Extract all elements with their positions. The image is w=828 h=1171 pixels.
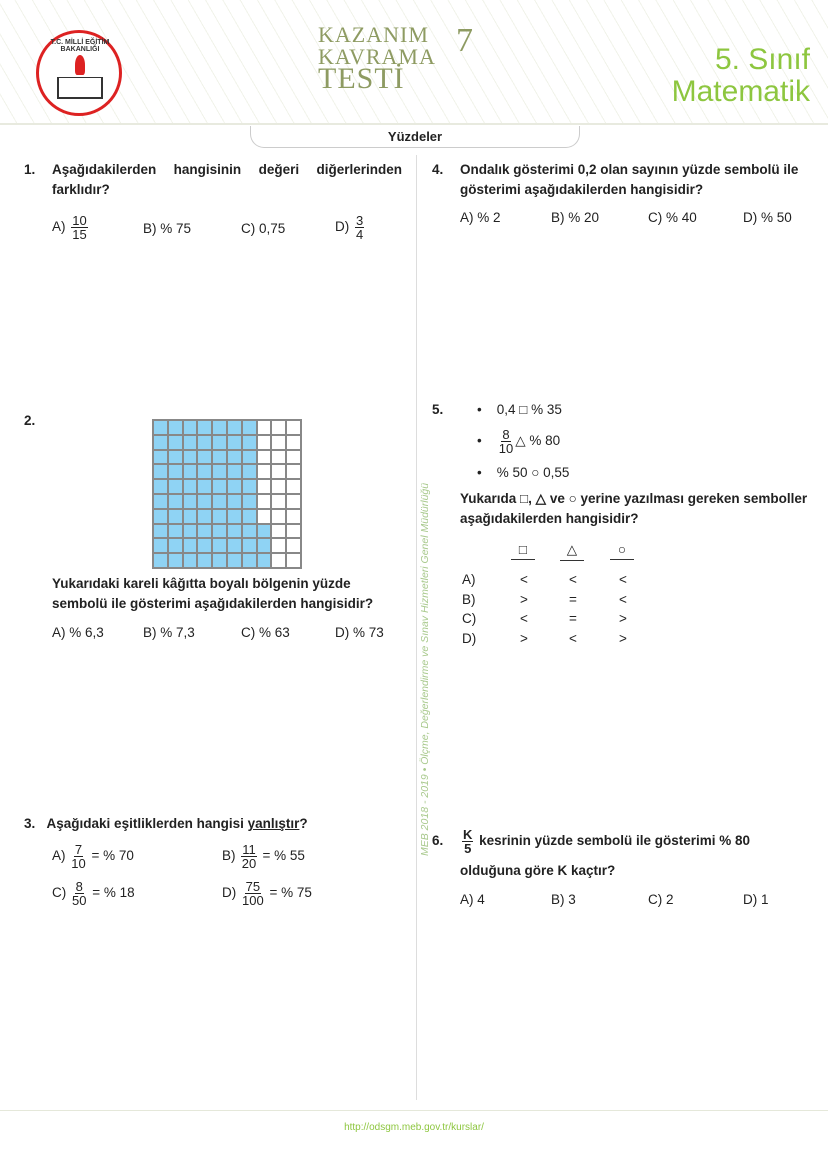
statement-1: • 0,4 □ % 35 — [477, 402, 562, 417]
grid-cell-shaded — [242, 553, 257, 568]
grid-cell-shaded — [168, 524, 183, 539]
test-number: 7 — [456, 22, 473, 59]
grid-cell-shaded — [153, 553, 168, 568]
grid-cell-shaded — [153, 450, 168, 465]
option-symbol: < — [569, 630, 577, 646]
grid-cell-shaded — [212, 553, 227, 568]
symbol-header-triangle: △ — [560, 542, 584, 561]
option-b[interactable]: B) % 20 — [551, 210, 600, 225]
grid-cell-shaded — [197, 553, 212, 568]
grid-cell — [286, 479, 301, 494]
option-symbol: < — [619, 572, 627, 587]
meb-logo — [36, 30, 122, 116]
grid-cell-shaded — [227, 538, 242, 553]
grid-cell-shaded — [197, 538, 212, 553]
option-symbol: < — [619, 591, 627, 607]
logo-text: T.C. MİLLİ EĞİTİM BAKANLIĞI — [50, 39, 110, 53]
symbol-header-circle: ○ — [610, 542, 634, 560]
grid-cell-shaded — [212, 494, 227, 509]
option-d[interactable]: D) % 73 — [335, 625, 384, 640]
option-c[interactable]: C) 0,75 — [241, 221, 286, 236]
grid-cell-shaded — [153, 494, 168, 509]
grid-cell-shaded — [242, 464, 257, 479]
grid-cell — [271, 524, 286, 539]
option-b[interactable]: B) % 75 — [143, 221, 192, 236]
torch-icon — [75, 55, 85, 75]
option-c[interactable]: C) % 63 — [241, 625, 290, 640]
option-label[interactable]: C) — [462, 611, 477, 626]
topic-title: Yüzdeler — [250, 126, 580, 148]
option-symbol: < — [520, 572, 528, 587]
grid-cell — [271, 464, 286, 479]
side-text: MEB 2018 - 2019 • Ölçme, Değerlendirme ve Sınav Hizmetleri Genel Müdürlüğü — [419, 479, 431, 860]
statement-3: • % 50 ○ 0,55 — [477, 465, 570, 480]
grid-cell-shaded — [227, 509, 242, 524]
question-number: 3. — [24, 816, 36, 831]
grid-cell — [286, 435, 301, 450]
grid-cell — [271, 509, 286, 524]
grid-cell-shaded — [183, 509, 198, 524]
book-icon — [57, 77, 103, 99]
grid-cell — [286, 553, 301, 568]
grid-cell-shaded — [227, 420, 242, 435]
option-d[interactable]: D) 1 — [743, 892, 769, 907]
series-line-2: KAVRAMA — [318, 44, 436, 69]
grid-cell-shaded — [242, 509, 257, 524]
grid-cell-shaded — [183, 538, 198, 553]
grid-cell-shaded — [212, 509, 227, 524]
question-text: Ondalık gösterimi 0,2 olan sayının yüzde sembolü ile gösterimi aşağıdakilerden hangisidir? — [460, 162, 799, 197]
grid-cell-shaded — [242, 538, 257, 553]
grid-cell-shaded — [183, 420, 198, 435]
statement-2: • $\frac{8}{10}$ △ % 80 — [477, 427, 561, 456]
grid-cell-shaded — [168, 538, 183, 553]
grid-cell-shaded — [153, 538, 168, 553]
option-a[interactable]: A) $\frac{10}{15}$ — [52, 213, 87, 242]
grid-cell-shaded — [227, 524, 242, 539]
grid-cell-shaded — [153, 509, 168, 524]
column-divider — [416, 155, 417, 1100]
question-number: 5. — [432, 402, 444, 417]
grid-cell-shaded — [242, 479, 257, 494]
option-a[interactable]: A) % 6,3 — [52, 625, 104, 640]
grade-subject — [672, 44, 810, 108]
option-a[interactable]: A) % 2 — [460, 210, 501, 225]
question-text: Aşağıdakilerden hangisinin değeri diğerlerinden farklıdır? — [52, 162, 402, 197]
grid-cell-shaded — [153, 420, 168, 435]
question-1 — [24, 160, 402, 200]
option-symbol: < — [520, 611, 528, 626]
footer-url[interactable]: http://odsgm.meb.gov.tr/kurslar/ — [344, 1122, 484, 1133]
grid-cell-shaded — [183, 524, 198, 539]
question-number: 4. — [432, 162, 444, 177]
grid-cell-shaded — [212, 435, 227, 450]
grid-cell-shaded — [168, 435, 183, 450]
grid-cell-shaded — [227, 435, 242, 450]
grid-cell-shaded — [168, 509, 183, 524]
grid-cell-shaded — [242, 524, 257, 539]
grid-cell-shaded — [212, 420, 227, 435]
grid-cell-shaded — [197, 420, 212, 435]
grid-cell-shaded — [197, 450, 212, 465]
grid-cell-shaded — [227, 479, 242, 494]
option-d[interactable]: D) $\frac{75}{100}$ = % 75 — [222, 879, 312, 908]
grid-cell-shaded — [153, 524, 168, 539]
grid-cell-shaded — [227, 464, 242, 479]
grid-cell — [286, 524, 301, 539]
subject: Matematik — [671, 75, 810, 108]
grid-cell — [257, 509, 272, 524]
option-symbol: > — [520, 591, 528, 607]
grid-cell-shaded — [197, 435, 212, 450]
grid-cell-shaded — [183, 464, 198, 479]
grid-cell — [286, 538, 301, 553]
footer-line — [0, 1110, 828, 1111]
option-a[interactable]: A) 4 — [460, 892, 485, 907]
grid-cell-shaded — [212, 538, 227, 553]
grid-cell-shaded — [183, 479, 198, 494]
question-number: 6. — [432, 833, 444, 848]
option-symbol: = — [569, 611, 577, 626]
grid-cell-shaded — [168, 464, 183, 479]
grid-cell — [257, 435, 272, 450]
question-3: 3. Aşağıdaki eşitliklerden hangisi yanlıştır? — [24, 816, 308, 831]
grid-cell — [271, 479, 286, 494]
grid-cell-shaded — [153, 479, 168, 494]
grid-cell — [257, 464, 272, 479]
underlined-word: yanlıştır — [247, 816, 300, 831]
grid-cell-shaded — [183, 435, 198, 450]
series-line-3: TESTİ — [318, 62, 405, 95]
grid-cell-shaded — [168, 553, 183, 568]
grid-cell — [286, 509, 301, 524]
option-c[interactable]: C) 2 — [648, 892, 674, 907]
option-b[interactable]: B) % 7,3 — [143, 625, 195, 640]
grid-cell — [257, 420, 272, 435]
option-c[interactable]: C) % 40 — [648, 210, 697, 225]
grid-cell-shaded — [257, 553, 272, 568]
grid-cell — [271, 494, 286, 509]
grid-cell-shaded — [227, 494, 242, 509]
option-a[interactable]: A) $\frac{7}{10}$ = % 70 — [52, 842, 134, 871]
grid-cell-shaded — [212, 524, 227, 539]
grid-cell-shaded — [242, 450, 257, 465]
grid-cell-shaded — [242, 420, 257, 435]
grid-cell — [257, 450, 272, 465]
question-5-text: Yukarıda □, △ ve ○ yerine yazılması gereken semboller aşağıdakilerden hangisidir? — [460, 491, 808, 526]
grid-cell-shaded — [227, 450, 242, 465]
shaded-grid — [152, 419, 302, 569]
grid-cell-shaded — [168, 479, 183, 494]
grid-cell-shaded — [212, 450, 227, 465]
question-4 — [432, 160, 812, 200]
grid-cell-shaded — [257, 524, 272, 539]
grid-cell-shaded — [197, 479, 212, 494]
option-label[interactable]: B) — [462, 591, 476, 607]
grid-cell-shaded — [212, 464, 227, 479]
option-b[interactable]: B) 3 — [551, 892, 576, 907]
grid-cell — [271, 420, 286, 435]
grid-cell-shaded — [197, 494, 212, 509]
grid-cell — [286, 494, 301, 509]
question-number: 1. — [24, 162, 36, 177]
grid-cell — [286, 464, 301, 479]
grid-cell — [286, 420, 301, 435]
series-logo — [318, 22, 473, 95]
question-2-text: Yukarıdaki kareli kâğıtta boyalı bölgenin yüzde sembolü ile gösterimi aşağıdakilerden hangisidir? — [52, 576, 374, 611]
grid-cell-shaded — [197, 509, 212, 524]
grid-cell — [271, 435, 286, 450]
grid-cell — [271, 538, 286, 553]
grid-cell — [271, 450, 286, 465]
question-number: 2. — [24, 413, 36, 428]
option-symbol: = — [569, 591, 577, 607]
grid-cell — [286, 450, 301, 465]
option-b[interactable]: B) $\frac{11}{20}$ = % 55 — [222, 842, 305, 871]
grid-cell-shaded — [257, 538, 272, 553]
grid-cell-shaded — [153, 435, 168, 450]
grid-cell-shaded — [212, 479, 227, 494]
grid-cell-shaded — [197, 464, 212, 479]
grid-cell — [271, 553, 286, 568]
grid-cell — [257, 479, 272, 494]
grid-cell-shaded — [197, 524, 212, 539]
grid-cell-shaded — [168, 450, 183, 465]
series-line-1: KAZANIM — [318, 22, 429, 47]
grid-cell-shaded — [183, 494, 198, 509]
grid-cell-shaded — [242, 494, 257, 509]
option-label[interactable]: A) — [462, 572, 476, 587]
symbol-header-square: □ — [511, 542, 535, 560]
grid-cell-shaded — [168, 494, 183, 509]
option-symbol: > — [619, 611, 627, 626]
question-6-text: $\frac{K}{5}$ kesrinin yüzde sembolü ile gösterimi % 80 olduğuna göre K kaçtır? — [460, 826, 750, 878]
option-symbol: > — [619, 630, 627, 646]
option-symbol: < — [569, 572, 577, 587]
grade: 5. Sınıf — [714, 43, 810, 76]
option-d[interactable]: D) $\frac{3}{4}$ — [335, 213, 364, 242]
grid-cell — [257, 494, 272, 509]
grid-cell-shaded — [183, 553, 198, 568]
grid-cell-shaded — [153, 464, 168, 479]
grid-cell-shaded — [227, 553, 242, 568]
grid-cell-shaded — [183, 450, 198, 465]
grid-cell-shaded — [242, 435, 257, 450]
option-d[interactable]: D) % 50 — [743, 210, 792, 225]
grid-cell-shaded — [168, 420, 183, 435]
option-c[interactable]: C) $\frac{8}{50}$ = % 18 — [52, 879, 135, 908]
option-label[interactable]: D) — [462, 630, 477, 646]
option-symbol: > — [520, 630, 528, 646]
